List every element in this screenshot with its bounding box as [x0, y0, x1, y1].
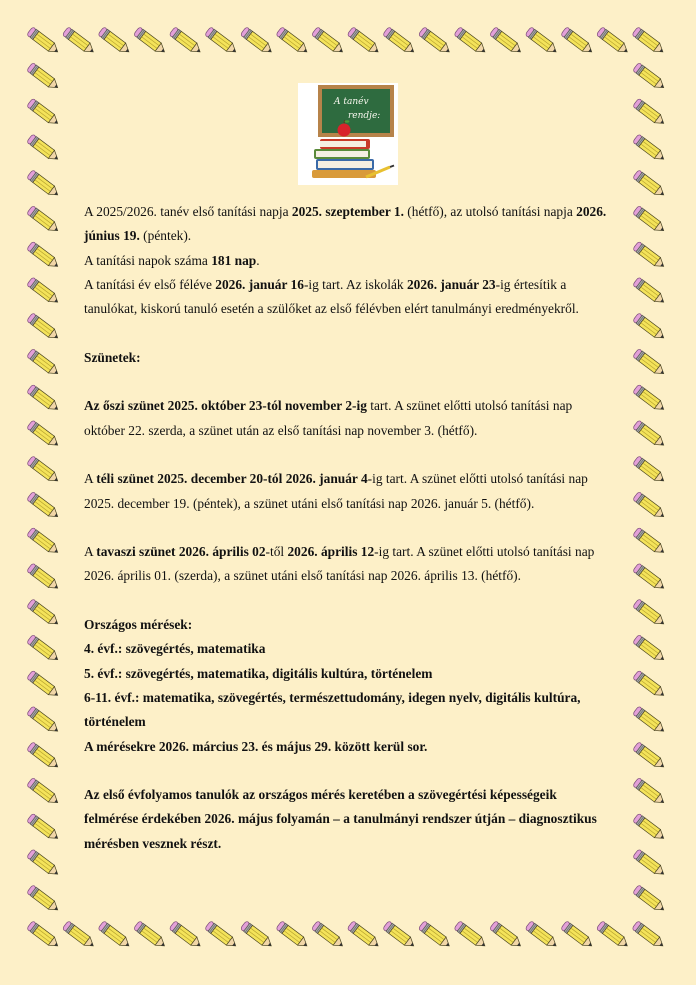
pencil-icon	[169, 921, 203, 950]
pencil-icon	[205, 921, 239, 950]
pencil-icon	[27, 384, 61, 413]
pencil-icon	[418, 27, 452, 56]
pencil-icon	[62, 921, 96, 950]
intro-first-last-day: A 2025/2026. tanév első tanítási napja 2025. szeptember 1. (hétfő), az utolsó tanítási napja 2026. június 19. (péntek).	[84, 204, 607, 244]
pencil-icon	[633, 205, 667, 234]
pencil-icon	[596, 27, 630, 56]
pencil-icon	[27, 634, 61, 663]
pencil-icon	[633, 348, 667, 377]
first-grade-note: Az első évfolyamos tanulók az országos mérés keretében a szövegértési képességeik felmérése érdekében 2026. május folyamán – a tanulmányi rendszer útján – diagnosztikus mérésben vesznek részt.	[84, 787, 597, 851]
pencil-icon	[633, 134, 667, 163]
pencil-icon	[27, 885, 61, 914]
pencil-icon	[633, 420, 667, 449]
pencil-icon	[169, 27, 203, 56]
pencil-icon	[383, 27, 417, 56]
pencil-icon	[633, 742, 667, 771]
pencil-icon	[418, 921, 452, 950]
pencil-icon	[454, 921, 488, 950]
autumn-break: Az őszi szünet 2025. október 23-tól november 2-ig tart. A szünet előtti utolsó tanítási nap október 22. szerda, a szünet után az első tanítási nap november 3. (hétfő).	[84, 398, 573, 438]
pencil-icon	[633, 670, 667, 699]
pencil-icon	[27, 599, 61, 628]
pencil-icon	[27, 62, 61, 91]
pencil-icon	[133, 921, 167, 950]
pencil-icon	[27, 670, 61, 699]
pencil-icon	[240, 27, 274, 56]
pencil-icon	[27, 849, 61, 878]
pencil-icon	[62, 27, 96, 56]
pencil-icon	[311, 921, 345, 950]
pencil-icon	[347, 921, 381, 950]
pencil-icon	[27, 921, 61, 950]
school-year-logo	[298, 83, 398, 185]
intro-first-semester: A tanítási év első féléve 2026. január 16-ig tart. Az iskolák 2026. január 23-ig értesítik a tanulókat, kiskorú tanuló esetén a szülőket az első félévben elért tanulmányi eredményekről.	[84, 276, 579, 317]
pencil-icon	[633, 384, 667, 413]
pencil-icon	[27, 456, 61, 485]
pencil-icon	[240, 921, 274, 950]
pencil-icon	[489, 921, 523, 950]
pencil-icon	[561, 27, 595, 56]
spring-break: A tavaszi szünet 2026. április 02-től 2026. április 12-ig tart. A szünet előtti utolsó tanítási nap 2026. április 01. (szerda), a szünet utáni első tanítási nap 2026. április 13. (hétfő).	[84, 544, 595, 584]
pencil-icon	[633, 170, 667, 199]
pencil-icon	[633, 885, 667, 914]
pencil-icon	[633, 241, 667, 270]
pencil-icon	[27, 205, 61, 234]
pencil-icon	[633, 527, 667, 556]
pencil-icon	[27, 742, 61, 771]
pencil-icon	[633, 777, 667, 806]
pencil-icon	[632, 921, 666, 950]
measurements-heading: Országos mérések:	[84, 617, 193, 633]
pencil-icon	[525, 921, 559, 950]
pencil-icon	[561, 921, 595, 950]
pencil-icon	[27, 313, 61, 342]
pencil-icon	[633, 849, 667, 878]
pencil-icon	[633, 599, 667, 628]
pencil-icon	[596, 921, 630, 950]
intro-number-of-days: A tanítási napok száma 181 nap.	[84, 252, 260, 268]
report-deadline-date: 2026. január 23	[406, 276, 496, 292]
pencil-icon	[27, 813, 61, 842]
pencil-icon	[27, 241, 61, 270]
pencil-icon	[311, 27, 345, 56]
pencil-icon	[632, 27, 666, 56]
pencil-icon	[633, 634, 667, 663]
pencil-icon	[454, 27, 488, 56]
pencil-icon	[27, 134, 61, 163]
pencil-icon	[633, 313, 667, 342]
pencil-icon	[633, 456, 667, 485]
last-day-date: 2026. június 19.	[84, 204, 607, 244]
pencil-icon	[27, 706, 61, 735]
pencil-icon	[633, 706, 667, 735]
pencil-icon	[27, 348, 61, 377]
board-text-line2: rendje:	[348, 111, 381, 121]
pencil-icon	[383, 921, 417, 950]
winter-break: A téli szünet 2025. december 20-tól 2026. január 4-ig tart. A szünet előtti utolsó tanítási nap 2025. december 19. (péntek), a szünet utáni első tanítási nap 2026. január 5. (hétfő).	[84, 471, 588, 511]
pencil-icon	[525, 27, 559, 56]
document-body	[84, 200, 614, 856]
pencil-icon	[27, 420, 61, 449]
first-day-date: 2025. szeptember 1.	[291, 204, 404, 219]
measurement-item: 6-11. évf.: matematika, szövegértés, természettudomány, idegen nyelv, digitális kultúra, történelem	[84, 689, 581, 730]
pencil-icon	[27, 491, 61, 520]
pencil-icon	[633, 98, 667, 127]
pencil-icon	[205, 27, 239, 56]
measurement-schedule: A mérésekre 2026. március 23. és május 29. között kerül sor.	[84, 738, 428, 754]
pencil-icon	[27, 277, 61, 306]
pencil-icon	[633, 491, 667, 520]
pencil-icon	[347, 27, 381, 56]
semester-end-date: 2026. január 16	[215, 276, 304, 292]
measurement-item: 4. évf.: szövegértés, matematika	[84, 641, 266, 657]
board-text-line1: A tanév	[334, 97, 369, 107]
pencil-icon	[633, 62, 667, 91]
pencil-icon	[133, 27, 167, 56]
pencil-icon	[489, 27, 523, 56]
day-count: 181 nap	[211, 252, 257, 268]
pencil-icon	[276, 921, 310, 950]
pencil-icon	[633, 563, 667, 592]
pencil-icon	[27, 563, 61, 592]
pencil-icon	[276, 27, 310, 56]
pencil-icon	[27, 777, 61, 806]
breaks-heading: Szünetek:	[84, 349, 141, 365]
pencil-icon	[27, 98, 61, 127]
pencil-icon	[27, 527, 61, 556]
pencil-icon	[27, 170, 61, 199]
pencil-icon	[98, 27, 132, 56]
pencil-icon	[27, 27, 61, 56]
measurement-item: 5. évf.: szövegértés, matematika, digitális kultúra, történelem	[84, 665, 433, 681]
pencil-icon	[633, 813, 667, 842]
pencil-icon	[633, 277, 667, 306]
books-icon	[312, 139, 376, 178]
pencil-icon	[98, 921, 132, 950]
